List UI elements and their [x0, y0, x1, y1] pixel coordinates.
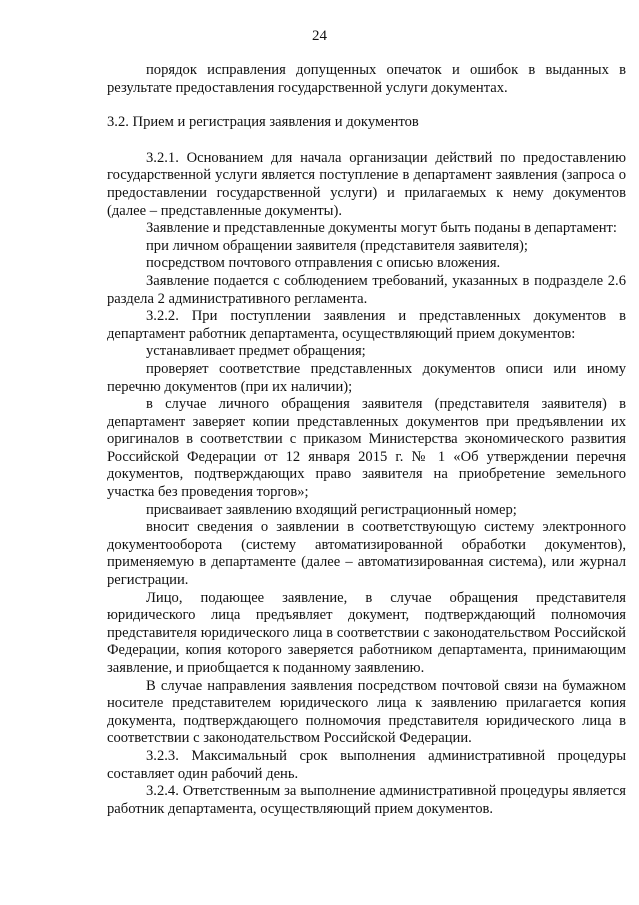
- list-item-check-inventory: проверяет соответствие представленных документов описи или иному перечню документов (при их наличии);: [107, 360, 626, 395]
- paragraph-3-2-2: 3.2.2. При поступлении заявления и представленных документов в департамент работник департамента, осуществляющий прием документов:: [107, 308, 626, 342]
- list-item-certify-copies: в случае личного обращения заявителя (представителя заявителя) в департамент заверяет копии представленных документов при предъявлении их оригиналов в соответствии с приказом Министерства экономического развития Российской Федерации от 12 января 2015 г. № 1 «Об утверждении перечня документов, подтверждающих право заявителя на приобретение земельного участка без проведения торгов»;: [107, 396, 626, 501]
- paragraph-requirements: Заявление подается с соблюдением требований, указанных в подразделе 2.6 раздела 2 административного регламента.: [107, 272, 626, 307]
- paragraph-3-2-3: 3.2.3. Максимальный срок выполнения административной процедуры составляет один рабочий день.: [107, 747, 626, 782]
- document-body: [107, 62, 626, 818]
- paragraph-submission-ways: Заявление и представленные документы могут быть поданы в департамент:: [146, 220, 617, 237]
- paragraph-legal-representative: Лицо, подающее заявление, в случае обращения представителя юридического лица предъявляет документ, подтверждающий полномочия представителя юридического лица в соответствии с законодательством Российской Федерации, копия которого заверяется работником департамента, принимающим заявление, и приобщается к поданному заявлению.: [107, 589, 626, 676]
- page-number: 24: [312, 28, 327, 44]
- list-item-postal: посредством почтового отправления с описью вложения.: [146, 255, 501, 272]
- paragraph-postal-representative: В случае направления заявления посредством почтовой связи на бумажном носителе представителем юридического лица к заявлению прилагается копия документа, подтверждающего полномочия представителя юридического лица в соответствии с законодательством Российской Федерации.: [107, 677, 626, 747]
- list-item-registration-number: присваивает заявлению входящий регистрационный номер;: [146, 501, 517, 518]
- list-item-subject: устанавливает предмет обращения;: [146, 343, 366, 360]
- section-heading: 3.2. Прием и регистрация заявления и документов: [107, 114, 419, 131]
- paragraph-correction-procedure: порядок исправления допущенных опечаток и ошибок в выданных в результате предоставления государственной услуги документах.: [107, 62, 626, 96]
- list-item-edms-entry: вносит сведения о заявлении в соответствующую систему электронного документооборота (систему автоматизированной обработки документов), применяемую в департаменте (далее – автоматизированная система), или журнал регистрации.: [107, 519, 626, 589]
- paragraph-3-2-1: 3.2.1. Основанием для начала организации действий по предоставлению государственной услуги является поступление в департамент заявления (запроса о предоставлении государственной услуги) и прилагаемых к нему документов (далее – представленные документы).: [107, 149, 626, 219]
- list-item-personal-visit: при личном обращении заявителя (представителя заявителя);: [146, 237, 528, 254]
- paragraph-3-2-4: 3.2.4. Ответственным за выполнение административной процедуры является работник департамента, осуществляющий прием документов.: [107, 783, 626, 817]
